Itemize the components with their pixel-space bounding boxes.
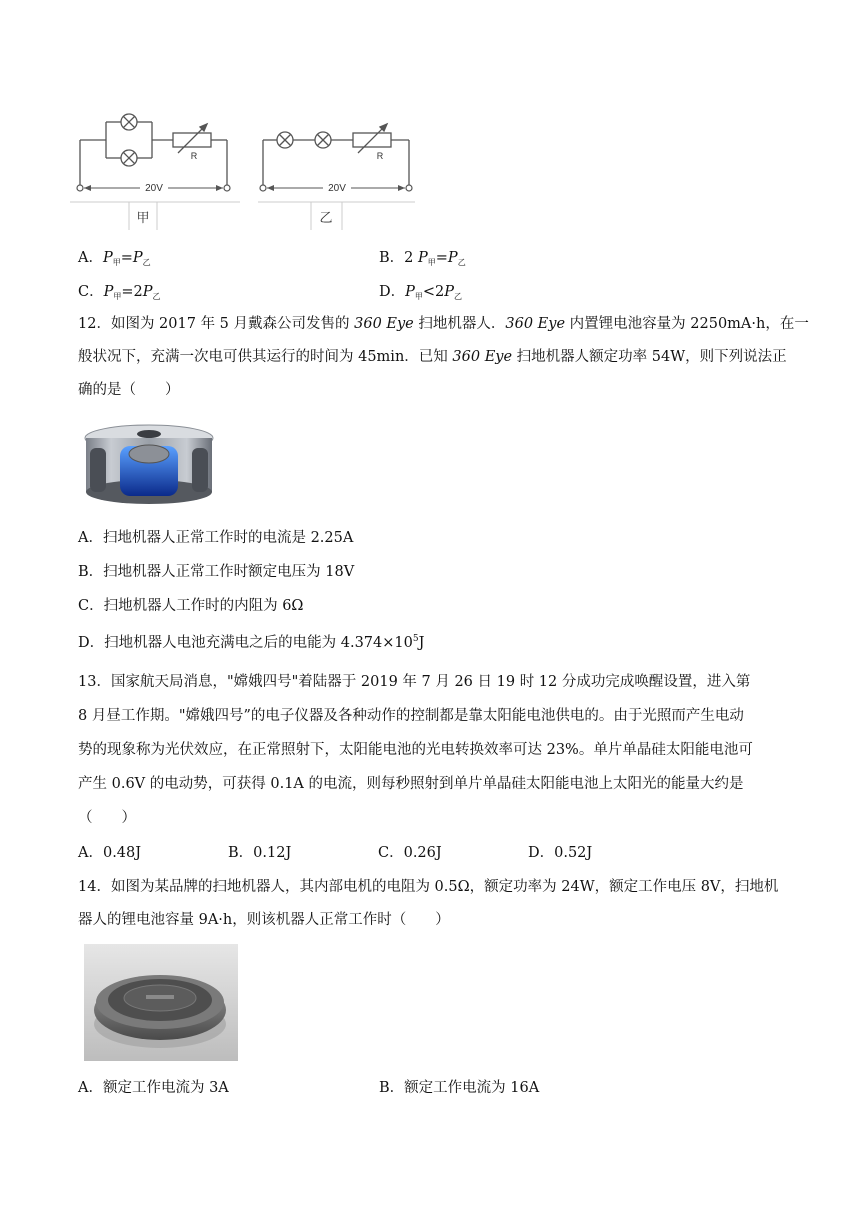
lamp-icon [121,114,137,130]
q11-option-c[interactable]: C．$P_甲=2P_乙$ [78,284,161,301]
resistor-label: R [190,151,198,161]
circuit-caption: 乙 [319,211,333,226]
q12-stem-line-3: 确的是（ ） [78,382,180,398]
q13-option-c[interactable]: C．0.26J [378,845,442,861]
q13-stem-line-4: 产生 0.6V 的电动势，可获得 0.1A 的电流，则每秒照射到单片单晶硅太阳能电池上太阳光的能量大约是 [78,776,744,792]
q12-stem-line-2: 般状况下，充满一次电可供其运行的时间为 45min．已知 360 Eye 扫地机器人额定功率 54W，则下列说法正 [78,349,787,365]
q13-option-d[interactable]: D．0.52J [528,845,593,861]
q12-option-c[interactable]: C．扫地机器人工作时的内阻为 6Ω [78,598,304,614]
q13-stem-line-2: 8 月昼工作期。"嫦娥四号”的电子仪器及各种动作的控制都是靠太阳能电池供电的。由于光照而产生电动 [78,708,744,724]
q13-stem-line-5: （ ） [78,810,136,826]
resistor-label: R [376,151,384,161]
q12-option-a[interactable]: A．扫地机器人正常工作时的电流是 2.25A [78,530,354,546]
q12-option-b[interactable]: B．扫地机器人正常工作时额定电压为 18V [78,564,355,580]
rheostat-icon [353,124,391,153]
q13-stem-line-3: 势的现象称为光伏效应，在正常照射下，太阳能电池的光电转换效率可达 23%。单片单晶硅太阳能电池可 [78,742,753,758]
terminal [224,185,230,191]
arrow-left-icon [267,185,274,191]
q14-stem-line-2: 器人的锂电池容量 9A·h，则该机器人正常工作时（ ） [78,912,450,928]
lamp-icon [277,132,293,148]
voltage-label: 20V [145,183,163,194]
q13-option-a[interactable]: A．0.48J [78,845,142,861]
q14-option-b[interactable]: B．额定工作电流为 16A [379,1080,540,1096]
terminal [406,185,412,191]
q11-option-d[interactable]: D．$P_甲<2P_乙$ [379,284,463,301]
arrow-right-icon [398,185,405,191]
q13-stem-line-1: 13．国家航天局消息，"嫦娥四号"着陆器于 2019 年 7 月 26 日 19 时 12 分成功完成唤醒设置，进入第 [78,674,751,690]
q12-option-d[interactable]: D．扫地机器人电池充满电之后的电能为 $4.374\times 10^5J$ [78,634,425,651]
robot-vacuum-360-eye-image [80,418,218,512]
circuit-jia [70,122,240,230]
terminal [260,185,266,191]
arrow-left-icon [84,185,91,191]
lamp-icon [121,150,137,166]
robot-vacuum-image [84,944,238,1061]
q13-option-b[interactable]: B．0.12J [228,845,292,861]
circuit-diagrams [70,100,430,235]
q14-option-a[interactable]: A．额定工作电流为 3A [78,1080,229,1096]
circuit-caption: 甲 [136,211,150,226]
q11-option-b[interactable]: B．2 $P_甲=P_乙$ [379,250,466,267]
voltage-label: 20V [328,183,346,194]
arrow-right-icon [216,185,223,191]
rheostat-icon [173,124,211,153]
q12-stem-line-1: 12．如图为 2017 年 5 月戴森公司发售的 360 Eye 扫地机器人．360 Eye 内置锂电池容量为 2250mA·h，在一 [78,316,809,332]
q14-stem-line-1: 14．如图为某品牌的扫地机器人，其内部电机的电阻为 0.5Ω，额定功率为 24W，额定工作电压 8V，扫地机 [78,879,779,895]
terminal [77,185,83,191]
q11-option-a[interactable]: A．$P_甲=P_乙$ [78,250,151,267]
lamp-icon [315,132,331,148]
